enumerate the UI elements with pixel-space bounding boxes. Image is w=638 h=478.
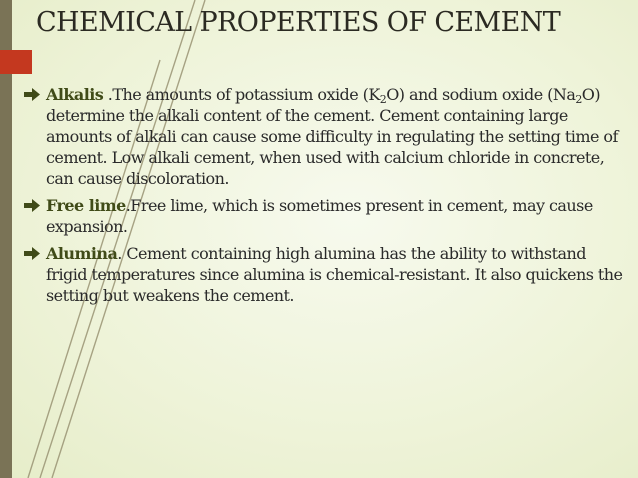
subscript: 2: [379, 93, 387, 106]
bullet-text: .The amounts of potassium oxide (K: [103, 85, 380, 104]
bullet-item-alkalis: [24, 84, 626, 189]
bullet-term: Free lime: [46, 196, 126, 215]
slide-title: CHEMICAL PROPERTIES OF CEMENT: [36, 7, 561, 38]
subscript: 2: [575, 93, 582, 106]
bullet-item-free-lime: [24, 195, 626, 237]
arrow-right-icon: [24, 247, 40, 260]
bullet-item-alumina: [24, 243, 626, 306]
bullet-term: Alumina: [46, 244, 118, 263]
bullet-text: O) and sodium oxide (Na: [386, 85, 576, 104]
accent-tab: [0, 50, 32, 74]
arrow-right-icon: [24, 88, 40, 101]
bullet-term: Alkalis: [46, 85, 104, 104]
bullet-text: O) determine the alkali content of the cement. Cement containing large amounts of alkali can cause some difficulty in regulating the setting time of cement. Low alkali cement, when used with calcium chloride in concrete, can cause discoloration.: [46, 85, 618, 188]
bullet-text: .Free lime, which is sometimes present in cement, may cause expansion.: [46, 196, 593, 236]
arrow-right-icon: [24, 199, 40, 212]
bullet-text: . Cement containing high alumina has the ability to withstand frigid temperatures since alumina is chemical-resistant. It also quickens the setting but weakens the cement.: [46, 244, 623, 305]
bullet-list: [24, 84, 626, 312]
